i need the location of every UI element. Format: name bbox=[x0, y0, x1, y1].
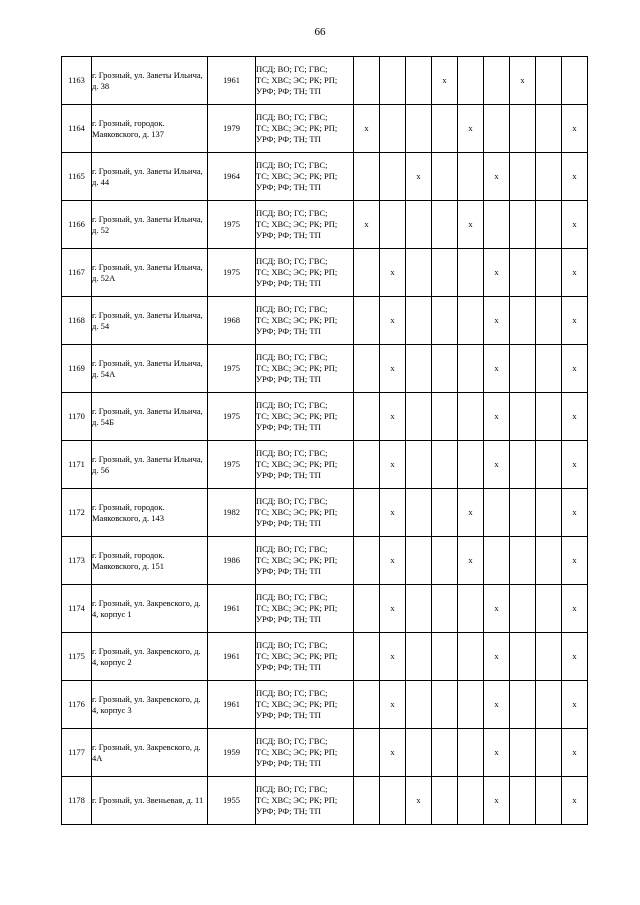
period-mark-cell-1 bbox=[354, 681, 380, 729]
period-mark-cell-9: x bbox=[562, 777, 588, 825]
year-built-cell: 1961 bbox=[208, 585, 256, 633]
works-line: ТС; ХВС; ЭС; РК; РП; bbox=[256, 651, 338, 661]
period-mark-cell-3 bbox=[406, 633, 432, 681]
period-mark-cell-3 bbox=[406, 537, 432, 585]
period-mark-cell-6: x bbox=[484, 777, 510, 825]
period-mark-cell-8 bbox=[536, 297, 562, 345]
works-line: УРФ; РФ; ТН; ТП bbox=[256, 182, 321, 192]
period-mark-cell-3 bbox=[406, 345, 432, 393]
period-mark-cell-4 bbox=[432, 441, 458, 489]
works-line: ПСД; ВО; ГС; ГВС; bbox=[256, 352, 328, 362]
works-line: ПСД; ВО; ГС; ГВС; bbox=[256, 400, 328, 410]
row-number-cell: 1166 bbox=[62, 201, 92, 249]
period-mark-cell-5 bbox=[458, 249, 484, 297]
works-line: УРФ; РФ; ТН; ТП bbox=[256, 134, 321, 144]
address-cell: г. Грозный, ул. Заветы Ильича, д. 52 bbox=[92, 201, 208, 249]
period-mark-cell-8 bbox=[536, 537, 562, 585]
works-line: УРФ; РФ; ТН; ТП bbox=[256, 230, 321, 240]
period-mark-cell-8 bbox=[536, 441, 562, 489]
works-line: ПСД; ВО; ГС; ГВС; bbox=[256, 544, 328, 554]
period-mark-cell-8 bbox=[536, 633, 562, 681]
row-number-cell: 1164 bbox=[62, 105, 92, 153]
period-mark-cell-2: x bbox=[380, 297, 406, 345]
period-mark-cell-2: x bbox=[380, 633, 406, 681]
table-row bbox=[62, 57, 588, 105]
row-number-cell: 1167 bbox=[62, 249, 92, 297]
period-mark-cell-9: x bbox=[562, 297, 588, 345]
works-line: УРФ; РФ; ТН; ТП bbox=[256, 566, 321, 576]
year-built-cell: 1975 bbox=[208, 201, 256, 249]
period-mark-cell-4 bbox=[432, 681, 458, 729]
works-line: УРФ; РФ; ТН; ТП bbox=[256, 806, 321, 816]
period-mark-cell-2: x bbox=[380, 249, 406, 297]
works-line: УРФ; РФ; ТН; ТП bbox=[256, 758, 321, 768]
works-list-cell bbox=[256, 57, 354, 105]
row-number-cell: 1163 bbox=[62, 57, 92, 105]
period-mark-cell-4 bbox=[432, 345, 458, 393]
table-row bbox=[62, 249, 588, 297]
period-mark-cell-6 bbox=[484, 201, 510, 249]
table-row bbox=[62, 729, 588, 777]
period-mark-cell-3 bbox=[406, 57, 432, 105]
period-mark-cell-4: x bbox=[432, 57, 458, 105]
works-line: ПСД; ВО; ГС; ГВС; bbox=[256, 64, 328, 74]
works-line: ТС; ХВС; ЭС; РК; РП; bbox=[256, 75, 338, 85]
period-mark-cell-5: x bbox=[458, 489, 484, 537]
works-list-cell bbox=[256, 105, 354, 153]
period-mark-cell-4 bbox=[432, 153, 458, 201]
period-mark-cell-9 bbox=[562, 57, 588, 105]
period-mark-cell-8 bbox=[536, 249, 562, 297]
period-mark-cell-5 bbox=[458, 441, 484, 489]
period-mark-cell-1 bbox=[354, 249, 380, 297]
period-mark-cell-2: x bbox=[380, 489, 406, 537]
period-mark-cell-1: x bbox=[354, 105, 380, 153]
works-list-cell bbox=[256, 777, 354, 825]
period-mark-cell-3 bbox=[406, 585, 432, 633]
period-mark-cell-5: x bbox=[458, 201, 484, 249]
address-cell: г. Грозный, ул. Закревского, д. 4, корпус 3 bbox=[92, 681, 208, 729]
period-mark-cell-8 bbox=[536, 393, 562, 441]
period-mark-cell-1 bbox=[354, 297, 380, 345]
row-number-cell: 1174 bbox=[62, 585, 92, 633]
period-mark-cell-4 bbox=[432, 201, 458, 249]
period-mark-cell-1 bbox=[354, 489, 380, 537]
works-line: УРФ; РФ; ТН; ТП bbox=[256, 614, 321, 624]
works-line: ТС; ХВС; ЭС; РК; РП; bbox=[256, 315, 338, 325]
period-mark-cell-4 bbox=[432, 249, 458, 297]
period-mark-cell-6: x bbox=[484, 249, 510, 297]
period-mark-cell-5: x bbox=[458, 105, 484, 153]
period-mark-cell-7 bbox=[510, 633, 536, 681]
works-line: ПСД; ВО; ГС; ГВС; bbox=[256, 736, 328, 746]
period-mark-cell-6: x bbox=[484, 729, 510, 777]
period-mark-cell-3 bbox=[406, 489, 432, 537]
works-line: ПСД; ВО; ГС; ГВС; bbox=[256, 784, 328, 794]
works-list-cell bbox=[256, 153, 354, 201]
period-mark-cell-2 bbox=[380, 777, 406, 825]
table-row bbox=[62, 441, 588, 489]
period-mark-cell-4 bbox=[432, 585, 458, 633]
period-mark-cell-6 bbox=[484, 57, 510, 105]
period-mark-cell-1 bbox=[354, 57, 380, 105]
address-cell: г. Грозный, ул. Звеньевая, д. 11 bbox=[92, 777, 208, 825]
table-row bbox=[62, 585, 588, 633]
works-line: УРФ; РФ; ТН; ТП bbox=[256, 518, 321, 528]
period-mark-cell-4 bbox=[432, 489, 458, 537]
works-list-cell bbox=[256, 633, 354, 681]
row-number-cell: 1177 bbox=[62, 729, 92, 777]
works-line: ТС; ХВС; ЭС; РК; РП; bbox=[256, 603, 338, 613]
period-mark-cell-8 bbox=[536, 777, 562, 825]
works-line: ПСД; ВО; ГС; ГВС; bbox=[256, 160, 328, 170]
period-mark-cell-8 bbox=[536, 681, 562, 729]
address-cell: г. Грозный, городок. Маяковского, д. 151 bbox=[92, 537, 208, 585]
period-mark-cell-4 bbox=[432, 297, 458, 345]
period-mark-cell-8 bbox=[536, 57, 562, 105]
period-mark-cell-7 bbox=[510, 393, 536, 441]
period-mark-cell-4 bbox=[432, 393, 458, 441]
period-mark-cell-9: x bbox=[562, 585, 588, 633]
period-mark-cell-7 bbox=[510, 681, 536, 729]
works-list-cell bbox=[256, 345, 354, 393]
period-mark-cell-6: x bbox=[484, 585, 510, 633]
period-mark-cell-8 bbox=[536, 153, 562, 201]
works-line: ТС; ХВС; ЭС; РК; РП; bbox=[256, 363, 338, 373]
period-mark-cell-8 bbox=[536, 585, 562, 633]
period-mark-cell-3 bbox=[406, 105, 432, 153]
period-mark-cell-2: x bbox=[380, 441, 406, 489]
period-mark-cell-4 bbox=[432, 729, 458, 777]
period-mark-cell-9: x bbox=[562, 153, 588, 201]
works-line: ПСД; ВО; ГС; ГВС; bbox=[256, 640, 328, 650]
period-mark-cell-1 bbox=[354, 633, 380, 681]
period-mark-cell-2 bbox=[380, 105, 406, 153]
period-mark-cell-9: x bbox=[562, 729, 588, 777]
works-line: ТС; ХВС; ЭС; РК; РП; bbox=[256, 123, 338, 133]
period-mark-cell-3: x bbox=[406, 777, 432, 825]
period-mark-cell-2: x bbox=[380, 345, 406, 393]
period-mark-cell-9: x bbox=[562, 249, 588, 297]
period-mark-cell-6 bbox=[484, 537, 510, 585]
works-line: ТС; ХВС; ЭС; РК; РП; bbox=[256, 747, 338, 757]
period-mark-cell-8 bbox=[536, 489, 562, 537]
year-built-cell: 1961 bbox=[208, 681, 256, 729]
period-mark-cell-9: x bbox=[562, 633, 588, 681]
period-mark-cell-6 bbox=[484, 105, 510, 153]
year-built-cell: 1975 bbox=[208, 393, 256, 441]
works-list-cell bbox=[256, 489, 354, 537]
address-cell: г. Грозный, ул. Закревского, д. 4, корпус 1 bbox=[92, 585, 208, 633]
period-mark-cell-7 bbox=[510, 729, 536, 777]
period-mark-cell-4 bbox=[432, 105, 458, 153]
table-row bbox=[62, 633, 588, 681]
period-mark-cell-6: x bbox=[484, 153, 510, 201]
works-list-cell bbox=[256, 393, 354, 441]
period-mark-cell-3 bbox=[406, 201, 432, 249]
period-mark-cell-5 bbox=[458, 729, 484, 777]
works-line: ТС; ХВС; ЭС; РК; РП; bbox=[256, 555, 338, 565]
period-mark-cell-5 bbox=[458, 57, 484, 105]
period-mark-cell-8 bbox=[536, 345, 562, 393]
period-mark-cell-6: x bbox=[484, 633, 510, 681]
period-mark-cell-2: x bbox=[380, 681, 406, 729]
row-number-cell: 1168 bbox=[62, 297, 92, 345]
address-cell: г. Грозный, ул. Заветы Ильича, д. 54А bbox=[92, 345, 208, 393]
address-cell: г. Грозный, ул. Заветы Ильича, д. 44 bbox=[92, 153, 208, 201]
period-mark-cell-6: x bbox=[484, 393, 510, 441]
period-mark-cell-4 bbox=[432, 537, 458, 585]
period-mark-cell-3 bbox=[406, 393, 432, 441]
row-number-cell: 1171 bbox=[62, 441, 92, 489]
period-mark-cell-5 bbox=[458, 393, 484, 441]
works-line: ПСД; ВО; ГС; ГВС; bbox=[256, 688, 328, 698]
period-mark-cell-6: x bbox=[484, 345, 510, 393]
page-number: 66 bbox=[314, 26, 326, 38]
works-line: УРФ; РФ; ТН; ТП bbox=[256, 662, 321, 672]
period-mark-cell-1: x bbox=[354, 201, 380, 249]
period-mark-cell-7 bbox=[510, 585, 536, 633]
period-mark-cell-7 bbox=[510, 297, 536, 345]
period-mark-cell-5 bbox=[458, 633, 484, 681]
period-mark-cell-7 bbox=[510, 489, 536, 537]
period-mark-cell-1 bbox=[354, 153, 380, 201]
row-number-cell: 1173 bbox=[62, 537, 92, 585]
period-mark-cell-1 bbox=[354, 777, 380, 825]
works-line: ПСД; ВО; ГС; ГВС; bbox=[256, 112, 328, 122]
period-mark-cell-6: x bbox=[484, 297, 510, 345]
period-mark-cell-5 bbox=[458, 777, 484, 825]
period-mark-cell-3 bbox=[406, 249, 432, 297]
period-mark-cell-7 bbox=[510, 153, 536, 201]
works-line: ТС; ХВС; ЭС; РК; РП; bbox=[256, 171, 338, 181]
period-mark-cell-3 bbox=[406, 297, 432, 345]
period-mark-cell-9: x bbox=[562, 105, 588, 153]
table-row bbox=[62, 681, 588, 729]
works-line: УРФ; РФ; ТН; ТП bbox=[256, 278, 321, 288]
year-built-cell: 1961 bbox=[208, 633, 256, 681]
period-mark-cell-8 bbox=[536, 729, 562, 777]
table-row bbox=[62, 201, 588, 249]
period-mark-cell-3 bbox=[406, 441, 432, 489]
period-mark-cell-2 bbox=[380, 153, 406, 201]
works-line: ТС; ХВС; ЭС; РК; РП; bbox=[256, 411, 338, 421]
year-built-cell: 1982 bbox=[208, 489, 256, 537]
year-built-cell: 1979 bbox=[208, 105, 256, 153]
period-mark-cell-2 bbox=[380, 201, 406, 249]
year-built-cell: 1961 bbox=[208, 57, 256, 105]
address-cell: г. Грозный, ул. Заветы Ильича, д. 38 bbox=[92, 57, 208, 105]
works-line: ТС; ХВС; ЭС; РК; РП; bbox=[256, 795, 338, 805]
housing-registry-table bbox=[61, 56, 588, 825]
table-row bbox=[62, 393, 588, 441]
period-mark-cell-2: x bbox=[380, 537, 406, 585]
period-mark-cell-5: x bbox=[458, 537, 484, 585]
period-mark-cell-8 bbox=[536, 105, 562, 153]
year-built-cell: 1955 bbox=[208, 777, 256, 825]
year-built-cell: 1959 bbox=[208, 729, 256, 777]
period-mark-cell-4 bbox=[432, 633, 458, 681]
period-mark-cell-7 bbox=[510, 441, 536, 489]
period-mark-cell-2: x bbox=[380, 585, 406, 633]
period-mark-cell-5 bbox=[458, 297, 484, 345]
period-mark-cell-6: x bbox=[484, 441, 510, 489]
table-row bbox=[62, 105, 588, 153]
address-cell: г. Грозный, городок. Маяковского, д. 137 bbox=[92, 105, 208, 153]
period-mark-cell-9: x bbox=[562, 393, 588, 441]
works-list-cell bbox=[256, 585, 354, 633]
period-mark-cell-4 bbox=[432, 777, 458, 825]
period-mark-cell-9: x bbox=[562, 201, 588, 249]
row-number-cell: 1165 bbox=[62, 153, 92, 201]
address-cell: г. Грозный, ул. Закревского, д. 4А bbox=[92, 729, 208, 777]
year-built-cell: 1964 bbox=[208, 153, 256, 201]
period-mark-cell-7 bbox=[510, 249, 536, 297]
period-mark-cell-7 bbox=[510, 105, 536, 153]
row-number-cell: 1178 bbox=[62, 777, 92, 825]
period-mark-cell-9: x bbox=[562, 489, 588, 537]
row-number-cell: 1176 bbox=[62, 681, 92, 729]
period-mark-cell-5 bbox=[458, 585, 484, 633]
table-body bbox=[62, 57, 588, 825]
works-line: УРФ; РФ; ТН; ТП bbox=[256, 470, 321, 480]
table-row bbox=[62, 297, 588, 345]
table-row bbox=[62, 345, 588, 393]
period-mark-cell-2: x bbox=[380, 729, 406, 777]
period-mark-cell-3 bbox=[406, 681, 432, 729]
period-mark-cell-9: x bbox=[562, 681, 588, 729]
period-mark-cell-7 bbox=[510, 537, 536, 585]
period-mark-cell-8 bbox=[536, 201, 562, 249]
works-line: УРФ; РФ; ТН; ТП bbox=[256, 86, 321, 96]
table-row bbox=[62, 489, 588, 537]
period-mark-cell-2 bbox=[380, 57, 406, 105]
row-number-cell: 1170 bbox=[62, 393, 92, 441]
period-mark-cell-1 bbox=[354, 345, 380, 393]
period-mark-cell-6 bbox=[484, 489, 510, 537]
address-cell: г. Грозный, городок. Маяковского, д. 143 bbox=[92, 489, 208, 537]
works-line: ПСД; ВО; ГС; ГВС; bbox=[256, 256, 328, 266]
period-mark-cell-7 bbox=[510, 345, 536, 393]
works-list-cell bbox=[256, 249, 354, 297]
address-cell: г. Грозный, ул. Заветы Ильича, д. 56 bbox=[92, 441, 208, 489]
period-mark-cell-7 bbox=[510, 201, 536, 249]
period-mark-cell-3: x bbox=[406, 153, 432, 201]
period-mark-cell-1 bbox=[354, 441, 380, 489]
period-mark-cell-9: x bbox=[562, 345, 588, 393]
period-mark-cell-2: x bbox=[380, 393, 406, 441]
works-list-cell bbox=[256, 537, 354, 585]
works-line: ТС; ХВС; ЭС; РК; РП; bbox=[256, 507, 338, 517]
period-mark-cell-3 bbox=[406, 729, 432, 777]
works-line: ТС; ХВС; ЭС; РК; РП; bbox=[256, 699, 338, 709]
row-number-cell: 1169 bbox=[62, 345, 92, 393]
table-row bbox=[62, 537, 588, 585]
address-cell: г. Грозный, ул. Заветы Ильича, д. 54Б bbox=[92, 393, 208, 441]
works-line: УРФ; РФ; ТН; ТП bbox=[256, 326, 321, 336]
works-line: ПСД; ВО; ГС; ГВС; bbox=[256, 592, 328, 602]
year-built-cell: 1975 bbox=[208, 441, 256, 489]
works-list-cell bbox=[256, 681, 354, 729]
address-cell: г. Грозный, ул. Закревского, д. 4, корпус 2 bbox=[92, 633, 208, 681]
works-line: ПСД; ВО; ГС; ГВС; bbox=[256, 448, 328, 458]
period-mark-cell-9: x bbox=[562, 441, 588, 489]
works-list-cell bbox=[256, 297, 354, 345]
period-mark-cell-9: x bbox=[562, 537, 588, 585]
works-line: ТС; ХВС; ЭС; РК; РП; bbox=[256, 267, 338, 277]
works-list-cell bbox=[256, 441, 354, 489]
period-mark-cell-1 bbox=[354, 585, 380, 633]
period-mark-cell-7 bbox=[510, 777, 536, 825]
row-number-cell: 1175 bbox=[62, 633, 92, 681]
address-cell: г. Грозный, ул. Заветы Ильича, д. 54 bbox=[92, 297, 208, 345]
table-row bbox=[62, 777, 588, 825]
works-line: ПСД; ВО; ГС; ГВС; bbox=[256, 496, 328, 506]
works-line: УРФ; РФ; ТН; ТП bbox=[256, 710, 321, 720]
year-built-cell: 1975 bbox=[208, 249, 256, 297]
period-mark-cell-1 bbox=[354, 537, 380, 585]
period-mark-cell-1 bbox=[354, 729, 380, 777]
table-row bbox=[62, 153, 588, 201]
period-mark-cell-6: x bbox=[484, 681, 510, 729]
works-list-cell bbox=[256, 201, 354, 249]
year-built-cell: 1968 bbox=[208, 297, 256, 345]
year-built-cell: 1975 bbox=[208, 345, 256, 393]
period-mark-cell-5 bbox=[458, 681, 484, 729]
works-list-cell bbox=[256, 729, 354, 777]
period-mark-cell-5 bbox=[458, 153, 484, 201]
works-line: ТС; ХВС; ЭС; РК; РП; bbox=[256, 459, 338, 469]
address-cell: г. Грозный, ул. Заветы Ильича, д. 52А bbox=[92, 249, 208, 297]
period-mark-cell-7: x bbox=[510, 57, 536, 105]
period-mark-cell-1 bbox=[354, 393, 380, 441]
works-line: ТС; ХВС; ЭС; РК; РП; bbox=[256, 219, 338, 229]
row-number-cell: 1172 bbox=[62, 489, 92, 537]
works-line: УРФ; РФ; ТН; ТП bbox=[256, 374, 321, 384]
works-line: УРФ; РФ; ТН; ТП bbox=[256, 422, 321, 432]
period-mark-cell-5 bbox=[458, 345, 484, 393]
year-built-cell: 1986 bbox=[208, 537, 256, 585]
works-line: ПСД; ВО; ГС; ГВС; bbox=[256, 304, 328, 314]
works-line: ПСД; ВО; ГС; ГВС; bbox=[256, 208, 328, 218]
